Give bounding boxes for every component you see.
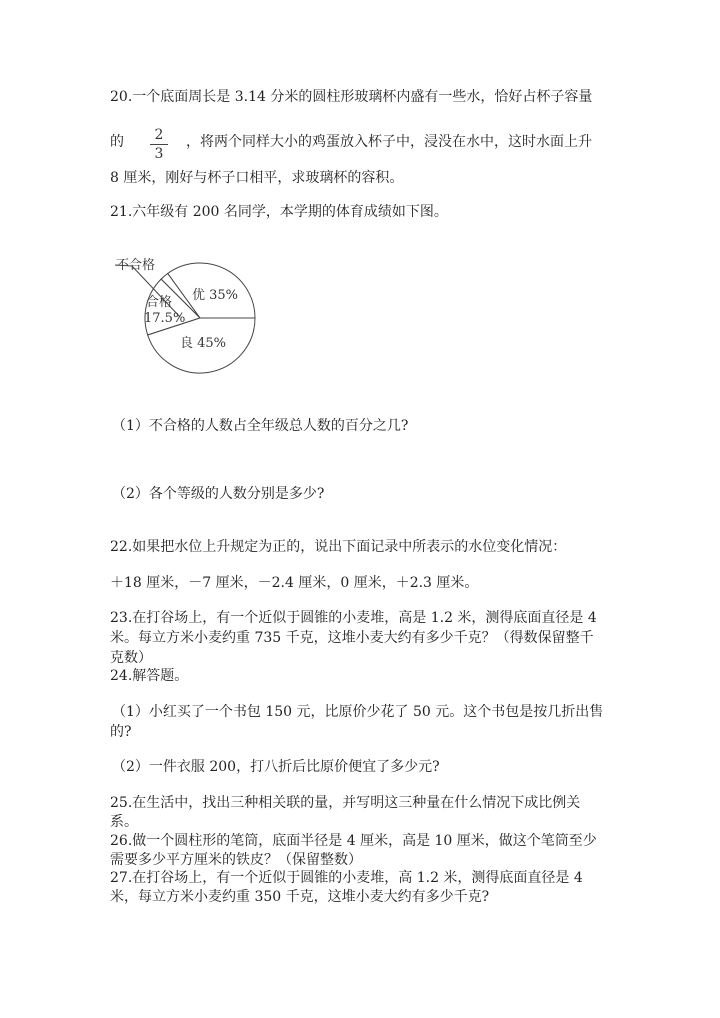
fraction-two-thirds [150, 127, 168, 162]
q27-line1: 27.在打谷场上，有一个近似于圆锥的小麦堆，高 1.2 米，测得底面直径是 4 [110, 870, 583, 886]
slice-label-you: 优 35% [192, 288, 239, 303]
q27-line2: 米，每立方米小麦约重 350 千克，这堆小麦大约有多少千克? [110, 889, 490, 905]
fraction-bar [150, 144, 168, 145]
q24-sub1-line1: （1）小红买了一个书包 150 元，比原价少花了 50 元。这个书包是按几折出售 [112, 704, 604, 720]
q24-sub1-line2: 的? [110, 724, 132, 740]
fraction-numerator: 2 [154, 127, 164, 143]
q24-line1: 24.解答题。 [110, 668, 189, 684]
q23-line1: 23.在打谷场上，有一个近似于圆锥的小麦堆，高是 1.2 米，测得底面直径是 4 [110, 610, 597, 626]
q20-line2-suffix: ，将两个同样大小的鸡蛋放入杯子中，浸没在水中，这时水面上升 [186, 134, 592, 150]
q20-line1: 20.一个底面周长是 3.14 分米的圆柱形玻璃杯内盛有一些水，恰好占杯子容量 [110, 89, 593, 105]
q23-line3: 克数） [110, 650, 152, 666]
slice-label-hege-value: 17.5% [144, 311, 186, 326]
slice-label-liang: 良 45% [180, 336, 227, 351]
q22-line1: 22.如果把水位上升规定为正的，说出下面记录中所表示的水位变化情况： [110, 539, 567, 555]
slice-label-bugege: 不合格 [116, 258, 156, 273]
q21-sub2: （2）各个等级的人数分别是多少? [112, 486, 325, 502]
q21-sub1: （1）不合格的人数占全年级总人数的百分之几? [112, 418, 409, 434]
q24-sub2: （2）一件衣服 200，打八折后比原价便宜了多少元? [112, 759, 440, 775]
q22-line2: ＋18 厘米，－7 厘米，－2.4 厘米，0 厘米，＋2.3 厘米。 [110, 575, 479, 591]
q20-line2-prefix: 的 [110, 134, 124, 150]
fraction-denominator: 3 [154, 146, 164, 162]
q21-line1: 21.六年级有 200 名同学，本学期的体育成绩如下图。 [110, 204, 448, 220]
q26-line1: 26.做一个圆柱形的笔筒，底面半径是 4 厘米，高是 10 厘米，做这个笔筒至少 [110, 833, 597, 849]
q23-line2: 米。每立方米小麦约重 735 千克，这堆小麦大约有多少千克？（得数保留整千 [110, 630, 594, 646]
grade-pie-chart [110, 248, 270, 378]
q25-line2: 系。 [110, 814, 138, 830]
q25-line1: 25.在生活中，找出三种相关联的量，并写明这三种量在什么情况下成比例关 [110, 795, 581, 811]
q26-line2: 需要多少平方厘米的铁皮？（保留整数） [110, 852, 362, 868]
q20-line3: 8 厘米，刚好与杯子口相平，求玻璃杯的容积。 [110, 170, 404, 186]
slice-label-hege-name: 合格 [146, 295, 173, 310]
